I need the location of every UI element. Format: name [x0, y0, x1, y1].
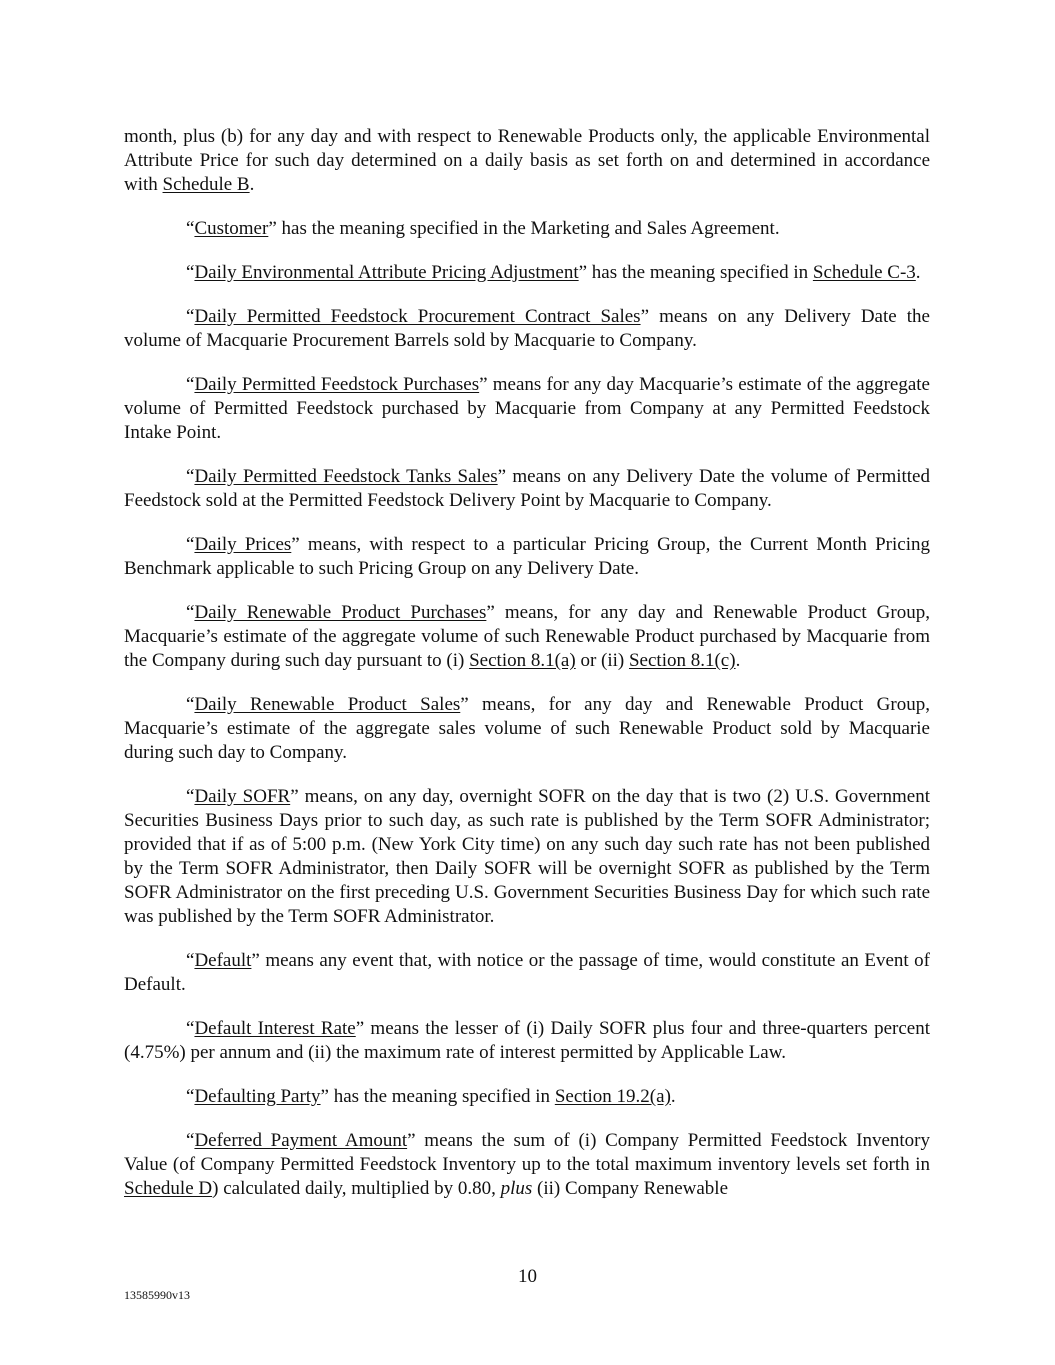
definition-paragraph [124, 1085, 930, 1109]
defined-term-reference: Daily Permitted Feedstock Purchases [194, 374, 480, 395]
defined-term-reference: Default [194, 950, 252, 971]
paragraph-text: ” has the meaning specified in [578, 262, 813, 283]
paragraph-text: “ [186, 786, 195, 807]
defined-term-reference: Section 19.2(a) [554, 1086, 671, 1107]
defined-term-reference: Daily Prices [194, 534, 292, 555]
defined-term-reference: Daily SOFR [194, 786, 291, 807]
paragraph-text: ” has the meaning specified in the Marketing and Sales Agreement. [268, 218, 780, 239]
defined-term-reference: Daily Permitted Feedstock Tanks Sales [194, 466, 498, 487]
paragraph-text: “ [186, 262, 195, 283]
document-id: 13585990v13 [124, 1288, 190, 1302]
paragraph-text: . [915, 262, 921, 283]
paragraph-text: ” means for any day Macquarie’s estimate of the aggregate volume of Permitted Feedstock purchased by Macquarie from Company at any Permitted Feedstock Intake Point. [124, 374, 930, 443]
definition-paragraph [124, 1129, 930, 1201]
defined-term-reference: Schedule B [162, 174, 250, 195]
definition-paragraph [124, 217, 930, 241]
paragraph-text: ” means, with respect to a particular Pricing Group, the Current Month Pricing Benchmark applicable to such Pricing Group on any Delivery Date. [124, 534, 930, 579]
paragraph-text: . [735, 650, 741, 671]
paragraph-text: ” means the sum of (i) Company Permitted Feedstock Inventory Value (of Company Permitted Feedstock Inventory up to the total maximum inventory levels set forth in [124, 1130, 930, 1175]
paragraph-text: ” means, for any day and Renewable Product Group, Macquarie’s estimate of the aggregate sales volume of such Renewable Product sold by Macquarie during such day to Company. [124, 694, 930, 763]
page-number: 10 [518, 1266, 537, 1287]
paragraph-text: “ [186, 466, 195, 487]
paragraph-text: ” means any event that, with notice or the passage of time, would constitute an Event of Default. [124, 950, 930, 995]
paragraph-text: “ [186, 602, 195, 623]
defined-term-reference: Daily Renewable Product Purchases [194, 602, 487, 623]
paragraph-text: “ [186, 374, 195, 395]
paragraph-text: “ [186, 1018, 195, 1039]
paragraph-text: ” means on any Delivery Date the volume of Macquarie Procurement Barrels sold by Macquarie to Company. [124, 306, 930, 351]
definition-paragraph [124, 693, 930, 765]
defined-term-reference: Daily Environmental Attribute Pricing Adjustment [194, 262, 579, 283]
definition-paragraph [124, 533, 930, 581]
definition-paragraph [124, 373, 930, 445]
defined-term-reference: Schedule C-3 [812, 262, 916, 283]
definition-paragraph [124, 125, 930, 197]
defined-term-reference: Customer [194, 218, 269, 239]
paragraph-text: ” means the lesser of (i) Daily SOFR plus four and three-quarters percent (4.75%) per annum and (ii) the maximum rate of interest permitted by Applicable Law. [124, 1018, 930, 1063]
defined-term-reference: Schedule D [124, 1178, 213, 1199]
paragraph-text: “ [186, 950, 195, 971]
paragraph-text: . [249, 174, 255, 195]
defined-term-reference: Daily Renewable Product Sales [194, 694, 461, 715]
defined-term-reference: Daily Permitted Feedstock Procurement Contract Sales [194, 306, 641, 327]
definition-paragraph [124, 949, 930, 997]
definition-paragraph [124, 1017, 930, 1065]
paragraph-text: ” means on any Delivery Date the volume of Permitted Feedstock sold at the Permitted Feedstock Delivery Point by Macquarie to Company. [124, 466, 930, 511]
definition-paragraph [124, 785, 930, 929]
emphasis-text: plus [500, 1178, 533, 1199]
paragraph-text: ” means, on any day, overnight SOFR on the day that is two (2) U.S. Government Securities Business Days prior to such day, as such rate is published by the Term SOFR Administrator; provided that if as of 5:00 p.m. (New York City time) on any such day such rate has not been published by the Term SOFR Administrator, then Daily SOFR will be overnight SOFR as published by the Term SOFR Administrator on the first preceding U.S. Government Securities Business Day for which such rate was published by the Term SOFR Administrator. [124, 786, 930, 927]
document-body [124, 125, 930, 1221]
paragraph-text: or (ii) [575, 650, 629, 671]
definition-paragraph [124, 261, 930, 285]
defined-term-reference: Defaulting Party [194, 1086, 321, 1107]
paragraph-text: “ [186, 1086, 195, 1107]
paragraph-text: . [670, 1086, 676, 1107]
defined-term-reference: Deferred Payment Amount [194, 1130, 408, 1151]
paragraph-text: “ [186, 534, 195, 555]
paragraph-text: ” has the meaning specified in [320, 1086, 555, 1107]
definition-paragraph [124, 601, 930, 673]
paragraph-text: “ [186, 218, 195, 239]
paragraph-text: “ [186, 694, 195, 715]
defined-term-reference: Default Interest Rate [194, 1018, 356, 1039]
definition-paragraph [124, 465, 930, 513]
paragraph-text: (ii) Company Renewable [532, 1178, 729, 1199]
defined-term-reference: Section 8.1(a) [469, 650, 576, 671]
definition-paragraph [124, 305, 930, 353]
paragraph-text: ” means, for any day and Renewable Product Group, Macquarie’s estimate of the aggregate volume of such Renewable Product purchased by Macquarie from the Company during such day pursuant to (i) [124, 602, 930, 671]
paragraph-text: “ [186, 1130, 195, 1151]
defined-term-reference: Section 8.1(c) [628, 650, 736, 671]
paragraph-text: “ [186, 306, 195, 327]
paragraph-text: ) calculated daily, multiplied by 0.80, [212, 1178, 501, 1199]
paragraph-text: month, plus (b) for any day and with respect to Renewable Products only, the applicable Environmental Attribute Price for such day determined on a daily basis as set forth on and determined in accordance with [124, 126, 930, 195]
